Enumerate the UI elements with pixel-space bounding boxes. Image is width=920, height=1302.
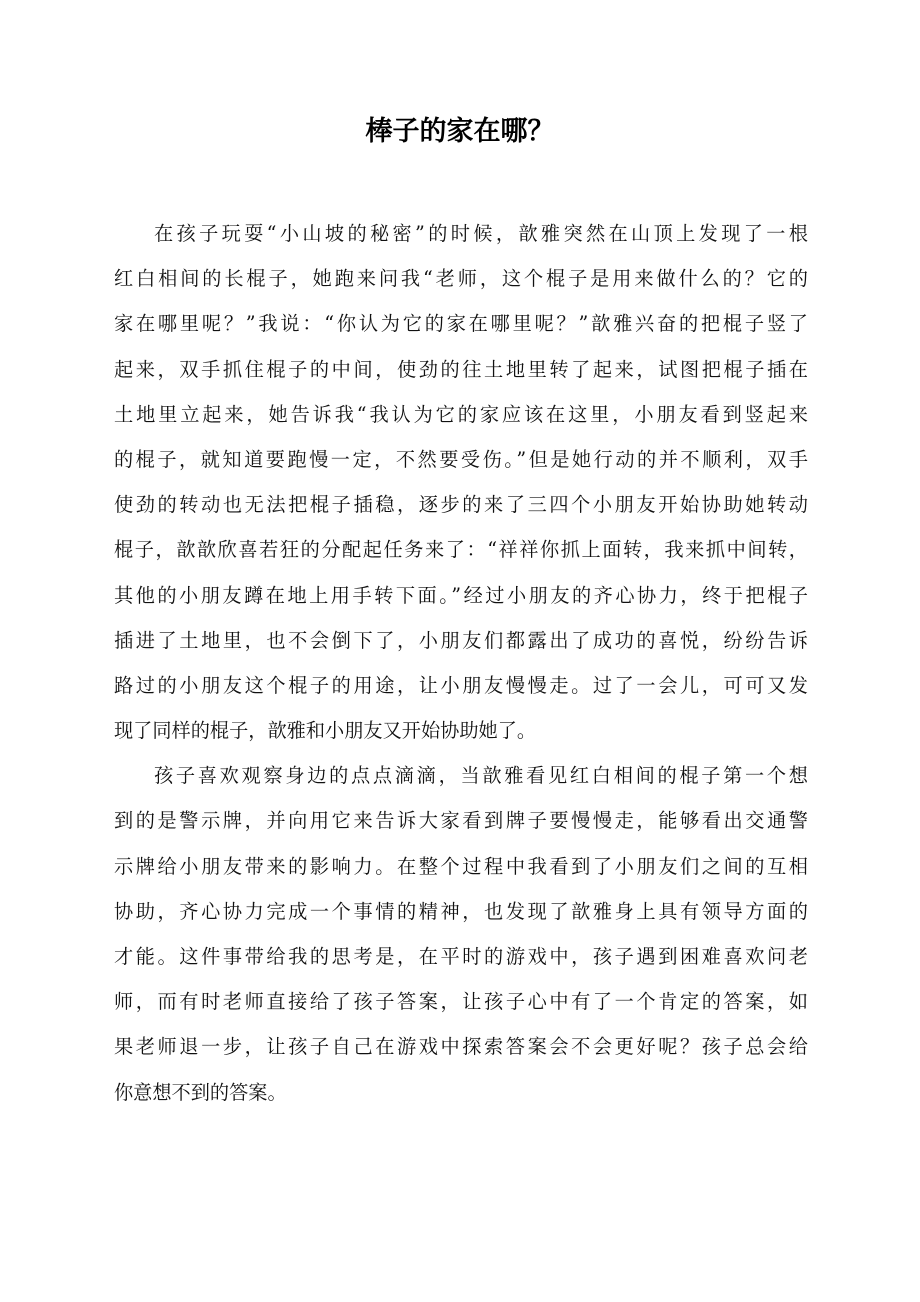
- text-line: 其他的小朋友蹲在地上用手转下面。”经过小朋友的齐心协力，终于把棍子: [114, 583, 808, 607]
- text-line: 到的是警示牌，并向用它来告诉大家看到牌子要慢慢走，能够看出交通警: [114, 809, 808, 833]
- text-line: 师，而有时老师直接给了孩子答案，让孩子心中有了一个肯定的答案，如: [114, 990, 808, 1014]
- paragraph-2: [114, 753, 808, 1115]
- text-line: 现了同样的棍子，歆雅和小朋友又开始协助她了。: [114, 719, 537, 743]
- text-line: 插进了土地里，也不会倒下了，小朋友们都露出了成功的喜悦，纷纷告诉: [114, 628, 808, 652]
- text-line: 协助，齐心协力完成一个事情的精神，也发现了歆雅身上具有领导方面的: [114, 899, 808, 923]
- text-line: 孩子喜欢观察身边的点点滴滴，当歆雅看见红白相间的棍子第一个想: [154, 764, 808, 788]
- document-title: 棒子的家在哪？: [365, 116, 555, 147]
- text-line: 示牌给小朋友带来的影响力。在整个过程中我看到了小朋友们之间的互相: [114, 854, 808, 878]
- text-line: 土地里立起来，她告诉我“我认为它的家应该在这里，小朋友看到竖起来: [114, 402, 808, 426]
- text-line: 棍子，歆歆欣喜若狂的分配起任务来了：“祥祥你抓上面转，我来抓中间转，: [114, 538, 808, 562]
- text-line: 使劲的转动也无法把棍子插稳，逐步的来了三四个小朋友开始协助她转动: [114, 493, 808, 517]
- paragraph-1: [114, 211, 808, 753]
- text-line: 红白相间的长棍子，她跑来问我“老师，这个棍子是用来做什么的？它的: [114, 267, 808, 291]
- document-body: [114, 211, 808, 1115]
- text-line: 果老师退一步，让孩子自己在游戏中探索答案会不会更好呢？孩子总会给: [114, 1035, 808, 1059]
- text-line: 路过的小朋友这个棍子的用途，让小朋友慢慢走。过了一会儿，可可又发: [114, 673, 808, 697]
- text-line: 才能。这件事带给我的思考是，在平时的游戏中，孩子遇到困难喜欢问老: [114, 945, 808, 968]
- text-line: 家在哪里呢？”我说：“你认为它的家在哪里呢？”歆雅兴奋的把棍子竖了: [114, 312, 808, 336]
- text-line: 的棍子，就知道要跑慢一定，不然要受伤。”但是她行动的并不顺利，双手: [114, 447, 808, 471]
- text-line: 在孩子玩耍“小山坡的秘密”的时候，歆雅突然在山顶上发现了一根: [154, 222, 808, 245]
- text-line: 你意想不到的答案。: [114, 1080, 287, 1104]
- text-line: 起来，双手抓住棍子的中间，使劲的往土地里转了起来，试图把棍子插在: [114, 357, 808, 381]
